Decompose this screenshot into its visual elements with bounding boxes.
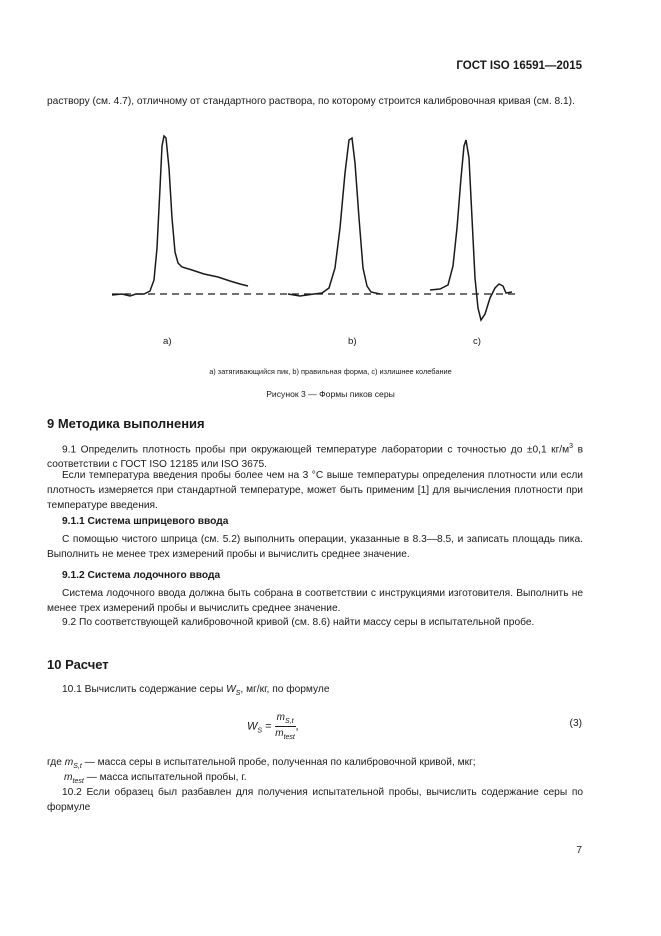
formula-denominator-sub: test (283, 734, 295, 741)
peak-b-normal (288, 138, 380, 296)
formula-fraction (275, 712, 296, 741)
where-1-sub: S,t (73, 763, 82, 771)
figure-caption: Рисунок 3 — Формы пиков серы (266, 389, 395, 399)
label-a-text: а) (163, 336, 172, 347)
where-2-text: — масса испытательной пробы, г. (83, 772, 247, 783)
where-1-text: — масса серы в испытательной пробе, полученная по калибровочной кривой, мкг; (81, 757, 476, 768)
paragraph-9-2: 9.2 По соответствующей калибровочной кривой (см. 8.6) найти массу серы в испытательной пробе. (62, 617, 535, 628)
formula-3 (247, 712, 299, 741)
lead-paragraph: раствору (см. 4.7), отличному от стандартного раствора, по которому строится калибровочная кривая (см. 8.1). (47, 96, 575, 107)
formula-numerator: m (276, 712, 285, 723)
where-2-var: m (64, 772, 73, 783)
document-header: ГОСТ ISO 16591—2015 (456, 60, 582, 72)
var-w: W (226, 684, 236, 695)
label-b-text: b) (348, 336, 357, 347)
equation-number: (3) (569, 718, 582, 729)
where-1-var: m (64, 757, 74, 768)
paragraph-9-1-density: Если температура введения пробы более чем на 3 °С выше температуры определения плотности или если плотность измеряется при стандартной температуре, может быть применим [1] для вычисления плотности при температуре введения. (47, 470, 583, 511)
label-c-text: c) (473, 336, 481, 347)
formula-lhs-sub: S (257, 727, 263, 735)
figure-legend: а) затягивающийся пик, b) правильная форма, с) излишнее колебание (209, 367, 452, 376)
var-w-sub: S (235, 690, 241, 698)
section-10-title: 10 Расчет (47, 657, 109, 672)
formula-numerator-sub: S,t (284, 718, 294, 725)
where-2-sub: test (72, 778, 84, 786)
paragraph-9-1-1: С помощью чистого шприца (см. 5.2) выполнить операции, указанные в 8.3—8.5, и записать площадь пика. Выполнить не менее трех измерений пробы и вычислить среднее значение. (47, 534, 583, 560)
formula-denominator: m (275, 728, 284, 739)
peak-c-oscillation (430, 140, 512, 320)
where-1-pre: где (47, 757, 65, 768)
section-9-1-1-title: 9.1.1 Система шприцевого ввода (62, 516, 229, 527)
section-9-1-2-title: 9.1.2 Система лодочного ввода (62, 570, 221, 581)
formula-tail: , (295, 720, 299, 733)
paragraph-9-1-main: 9.1 Определить плотность пробы при окружающей температуре лаборатории с точностью до ±0,1 кг/м (62, 444, 570, 456)
section-9-title: 9 Методика выполнения (47, 416, 205, 431)
page-number: 7 (576, 845, 582, 856)
paragraph-9-1-tail: в соответствии с ГОСТ ISO 12185 или ISO 3675. (47, 444, 583, 471)
paragraph-10-1-post: , мг/кг, по формуле (240, 684, 330, 695)
peak-a-tailing (112, 136, 248, 296)
paragraph-10-1 (47, 683, 583, 702)
formula-lhs: W (247, 720, 258, 733)
peaks-graphic (100, 128, 530, 328)
formula-equals: = (262, 720, 275, 733)
paragraph-10-1-pre: 10.1 Вычислить содержание серы (62, 684, 227, 695)
paragraph-9-1-2: Система лодочного ввода должна быть собрана в соответствии с инструкциями изготовителя. Выполнить не менее трех измерений пробы и вычислить среднее значение. (47, 588, 583, 614)
figure-peak-shapes (100, 128, 530, 333)
paragraph-10-2: 10.2 Если образец был разбавлен для получения испытательной пробы, вычислить содержание серы по формуле (47, 787, 583, 813)
paragraph-9-1-sup: 3 (569, 443, 574, 450)
